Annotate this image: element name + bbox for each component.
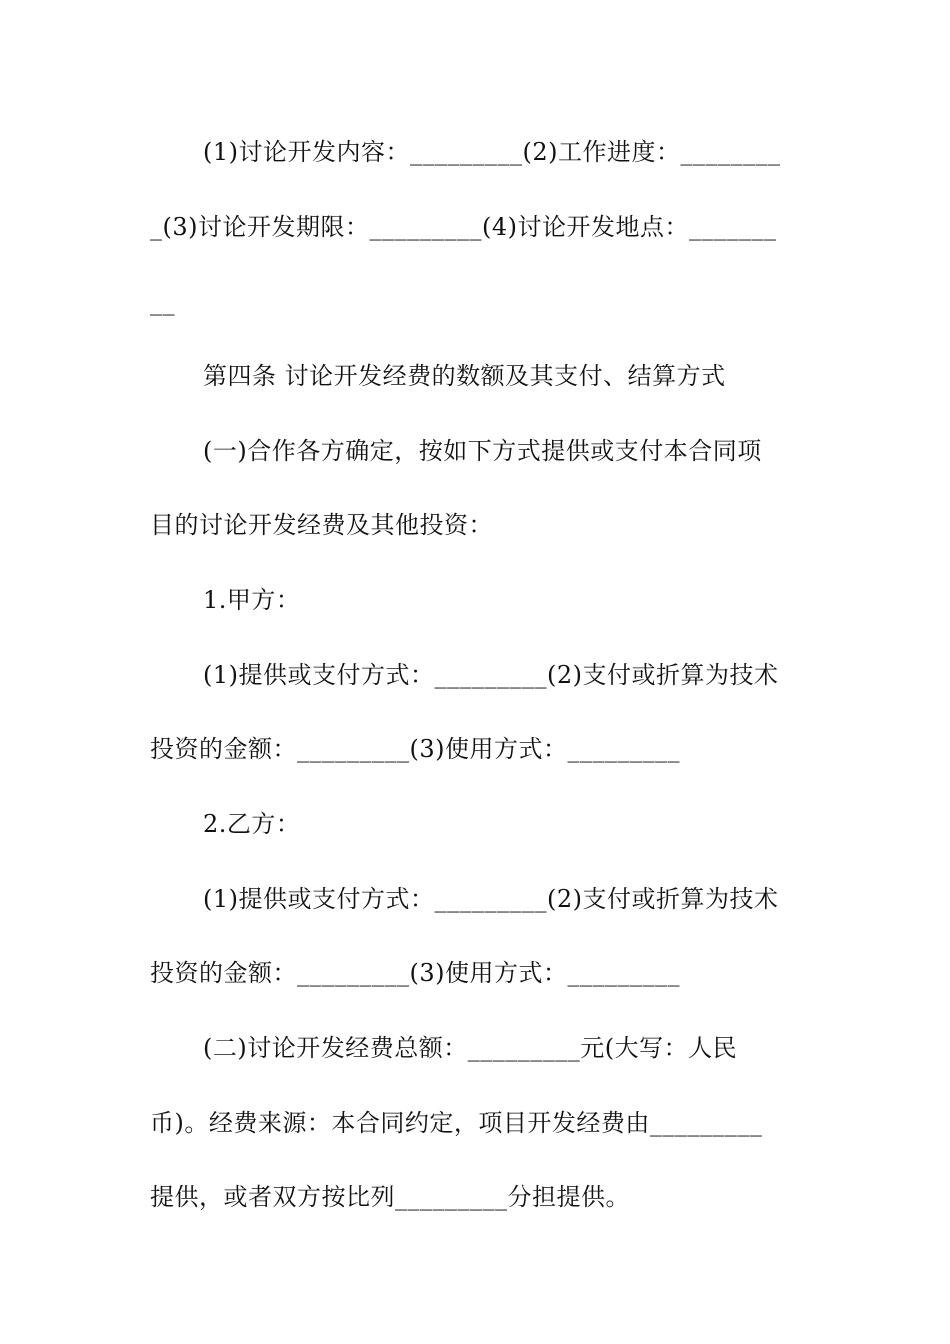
paragraph-line: 币)。经费来源：本合同约定，项目开发经费由_________ [150, 1109, 763, 1137]
paragraph-line: 投资的金额：_________(3)使用方式：_________ [150, 959, 680, 987]
party-label-a: 1.甲方： [203, 586, 301, 614]
paragraph-line: (一)合作各方确定，按如下方式提供或支付本合同项 [203, 437, 762, 465]
paragraph-line: __ [150, 288, 175, 316]
paragraph-line: 投资的金额：_________(3)使用方式：_________ [150, 735, 680, 763]
paragraph-line: (1)讨论开发内容：_________(2)工作进度：________ [203, 138, 781, 166]
paragraph-line: 提供，或者双方按比列_________分担提供。 [150, 1183, 630, 1211]
paragraph-line: 目的讨论开发经费及其他投资： [150, 511, 493, 539]
paragraph-line: (1)提供或支付方式：_________(2)支付或折算为技术 [203, 885, 779, 913]
paragraph-line: (1)提供或支付方式：_________(2)支付或折算为技术 [203, 661, 779, 689]
section-heading: 第四条 讨论开发经费的数额及其支付、结算方式 [203, 362, 726, 390]
party-label-b: 2.乙方： [203, 810, 301, 838]
paragraph-line: _(3)讨论开发期限：_________(4)讨论开发地点：_______ [150, 213, 777, 241]
paragraph-line: (二)讨论开发经费总额：_________元(大写：人民 [203, 1034, 738, 1062]
